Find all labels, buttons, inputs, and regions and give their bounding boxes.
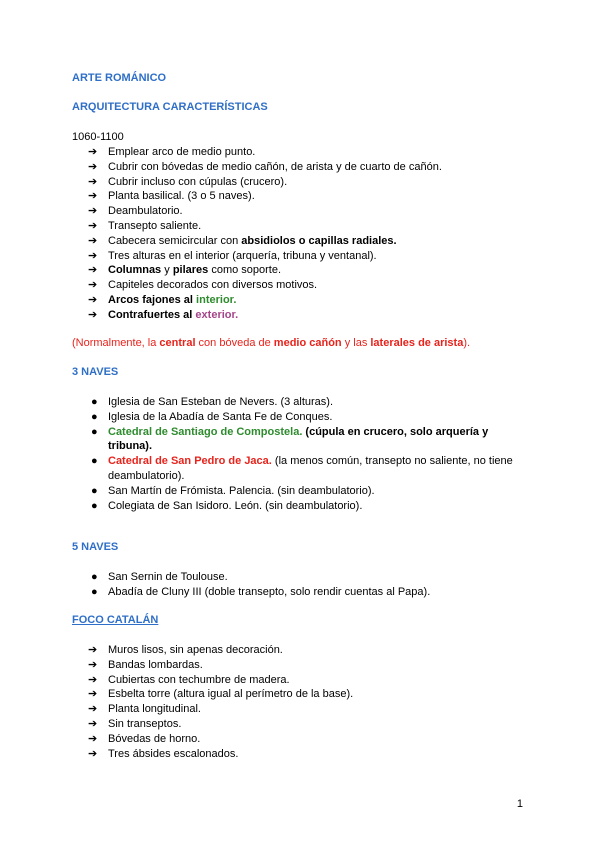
list-item: ➔ Cubrir incluso con cúpulas (crucero). — [88, 175, 288, 188]
list-item: ➔ Planta longitudinal. — [88, 703, 201, 716]
arrow-icon: ➔ — [88, 644, 98, 656]
list-item: ➔ Planta basilical. (3 o 5 naves). — [88, 190, 255, 203]
arrow-icon: ➔ — [88, 279, 98, 292]
list-item: ● Catedral de San Pedro de Jaca. (la menos común, transepto no saliente, no tiene deambulatorio). — [91, 455, 513, 482]
bullet-icon: ● — [91, 455, 98, 468]
arrow-icon: ➔ — [88, 190, 98, 203]
list-item: ➔ Contrafuertes al exterior. — [88, 308, 239, 321]
list-item: ➔ Tres alturas en el interior (arquería, tribuna y ventanal). — [88, 249, 377, 262]
list-item: ➔ Muros lisos, sin apenas decoración. — [88, 644, 283, 656]
heading-foco-catalan: FOCO CATALÁN — [72, 614, 159, 626]
list-item: ➔ Bandas lombardas. — [88, 658, 203, 671]
arrow-icon: ➔ — [88, 205, 98, 218]
list-item: ➔ Transepto saliente. — [88, 219, 202, 232]
list-item: ➔ Bóvedas de horno. — [88, 732, 201, 745]
bullet-icon: ● — [91, 410, 98, 423]
arrow-icon: ➔ — [88, 234, 98, 247]
list-item: ➔ Esbelta torre (altura igual al perímetro de la base). — [88, 688, 354, 701]
arrow-icon: ➔ — [88, 160, 98, 173]
arrow-icon: ➔ — [88, 249, 98, 262]
arrow-icon: ➔ — [88, 293, 98, 306]
naves3-list — [88, 395, 518, 513]
list-item: ● Colegiata de San Isidoro. León. (sin deambulatorio). — [91, 499, 363, 512]
heading-5-naves: 5 NAVES — [72, 541, 119, 553]
arrow-icon: ➔ — [88, 308, 98, 321]
features-list — [88, 145, 442, 323]
date-range: 1060-1100 — [72, 131, 124, 143]
list-item: ➔ Sin transeptos. — [88, 717, 182, 730]
arrow-icon: ➔ — [88, 732, 98, 745]
arrow-icon: ➔ — [88, 146, 98, 158]
arrow-icon: ➔ — [88, 717, 98, 730]
arrow-icon: ➔ — [88, 703, 98, 716]
catalan-list — [88, 643, 353, 761]
bullet-icon: ● — [91, 585, 98, 598]
list-item: ➔ Emplear arco de medio punto. — [88, 146, 256, 158]
arrow-icon: ➔ — [88, 219, 98, 232]
list-item: ● Catedral de Santiago de Compostela. (cúpula en crucero, solo arquería y tribuna). — [91, 425, 489, 453]
arrow-icon: ➔ — [88, 688, 98, 701]
arrow-icon: ➔ — [88, 175, 98, 188]
list-item: ➔ Arcos fajones al interior. — [88, 293, 237, 306]
bullet-icon: ● — [91, 396, 98, 408]
heading-3-naves: 3 NAVES — [72, 366, 119, 378]
page-number: 1 — [516, 798, 523, 810]
note: (Normalmente, la central con bóveda de medio cañón y las laterales de arista). — [72, 337, 471, 349]
bullet-icon: ● — [91, 425, 98, 438]
list-item: ➔ Cubrir con bóvedas de medio cañón, de arista y de cuarto de cañón. — [88, 160, 442, 173]
list-item: ➔ Cubiertas con techumbre de madera. — [88, 673, 290, 686]
list-item: ➔ Columnas y pilares como soporte. — [88, 264, 282, 277]
list-item: ● Iglesia de la Abadía de Santa Fe de Conques. — [91, 410, 333, 423]
arrow-icon: ➔ — [88, 747, 98, 760]
list-item: ● San Sernin de Toulouse. — [91, 571, 228, 583]
bullet-icon: ● — [91, 499, 98, 512]
list-item: ➔ Cabecera semicircular con absidiolos o capillas radiales. — [88, 234, 397, 247]
list-item: ● Abadía de Cluny III (doble transepto, solo rendir cuentas al Papa). — [91, 585, 431, 598]
bullet-icon: ● — [91, 571, 98, 583]
list-item: ➔ Tres ábsides escalonados. — [88, 747, 239, 760]
arrow-icon: ➔ — [88, 673, 98, 686]
bullet-icon: ● — [91, 484, 98, 497]
list-item: ➔ Deambulatorio. — [88, 205, 183, 218]
subtitle: ARQUITECTURA CARACTERÍSTICAS — [72, 101, 268, 113]
arrow-icon: ➔ — [88, 264, 98, 277]
list-item: ● San Martín de Frómista. Palencia. (sin deambulatorio). — [91, 484, 375, 497]
arrow-icon: ➔ — [88, 658, 98, 671]
title: ARTE ROMÁNICO — [72, 72, 167, 84]
list-item: ● Iglesia de San Esteban de Nevers. (3 alturas). — [91, 396, 334, 408]
naves5-list — [88, 570, 518, 600]
list-item: ➔ Capiteles decorados con diversos motivos. — [88, 279, 318, 292]
